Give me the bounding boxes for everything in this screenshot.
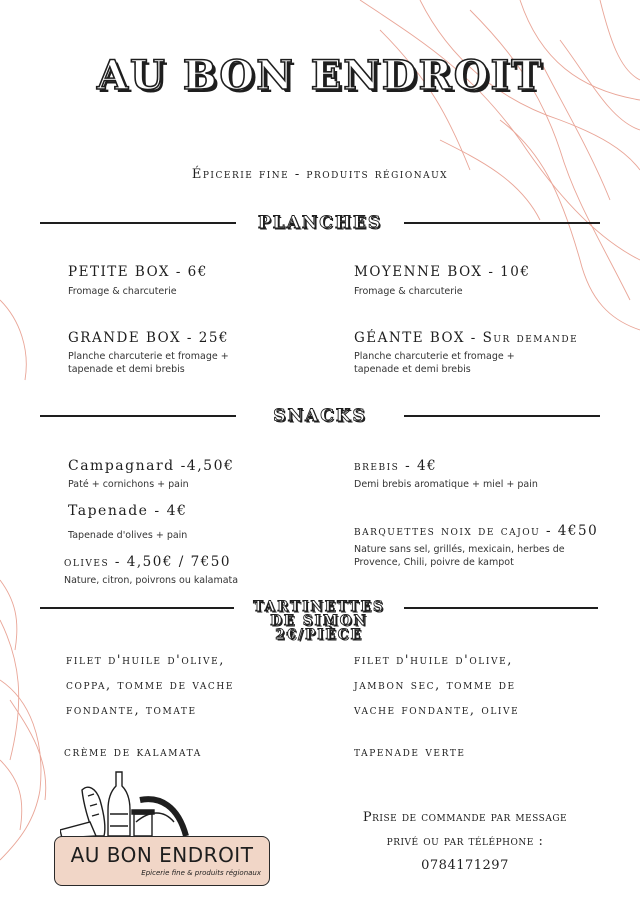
item-description: Fromage & charcuterie [68, 286, 177, 297]
section-divider-right [404, 415, 600, 417]
phone-number: 0784171297 [421, 858, 509, 873]
item-description: Planche charcuterie et fromage + tapenade et demi brebis [354, 351, 515, 375]
tartinette-extra: tapenade verte [354, 745, 466, 760]
tartinettes-heading-line: DE SIMON [270, 613, 368, 629]
section-divider-left [40, 607, 234, 609]
page-title: AU BON ENDROIT [96, 52, 544, 99]
order-info-line: privé ou par téléphone : [386, 834, 544, 849]
tartinettes-price: 2€/PIÈCE [275, 627, 363, 643]
section-title-snacks: SNACKS [273, 406, 367, 426]
section-title-tartinettes [234, 600, 404, 642]
item-description: Tapenade d'olives + pain [68, 530, 188, 541]
logo-tagline: Epicerie fine & produits régionaux [141, 869, 261, 877]
section-divider-left [40, 222, 236, 224]
item-title: PETITE BOX - 6€ [68, 264, 208, 280]
item-title: barquettes noix de cajou - 4€50 [354, 523, 599, 539]
tartinette-line: vache fondante, olive [354, 703, 520, 718]
page-subtitle: Épicerie fine - produits régionaux [191, 167, 449, 182]
tartinette-line: filet d'huile d'olive, [66, 653, 226, 668]
item-title: brebis - 4€ [354, 458, 438, 474]
item-description: Fromage & charcuterie [354, 286, 463, 297]
item-description: Planche charcuterie et fromage + tapenade et demi brebis [68, 351, 229, 375]
item-title: Campagnard -4,50€ [68, 458, 235, 474]
section-divider-right [404, 222, 600, 224]
grocery-illustration-icon [60, 770, 200, 840]
item-title: GÉANTE BOX - Sur demande [354, 330, 579, 346]
tartinette-line: coppa, tomme de vache [66, 678, 235, 693]
item-title: GRANDE BOX - 25€ [68, 330, 230, 346]
tartinettes-heading-line: TARTINETTES [253, 599, 385, 615]
item-description: Paté + cornichons + pain [68, 479, 189, 490]
order-info-line: Prise de commande par message [362, 810, 568, 825]
section-divider-right [404, 607, 598, 609]
tartinette-line: jambon sec, tomme de [354, 678, 516, 693]
tartinette-line: fondante, tomate [66, 703, 197, 718]
item-description: Nature sans sel, grillés, mexicain, herbes de Provence, Chili, poivre de kampot [354, 544, 565, 568]
tartinette-extra: crème de kalamata [64, 745, 202, 760]
logo-name: AU BON ENDROIT [70, 843, 254, 867]
section-divider-left [40, 415, 236, 417]
item-title: MOYENNE BOX - 10€ [354, 264, 531, 280]
item-description: Nature, citron, poivrons ou kalamata [64, 575, 239, 586]
section-title-planches: PLANCHES [257, 213, 383, 233]
item-description: Demi brebis aromatique + miel + pain [354, 479, 538, 490]
order-info [330, 806, 600, 878]
brand-logo [54, 836, 270, 886]
tartinette-right [354, 648, 519, 723]
item-title: olives - 4,50€ / 7€50 [64, 554, 231, 570]
tartinette-line: filet d'huile d'olive, [354, 653, 514, 668]
item-title: Tapenade - 4€ [68, 503, 188, 519]
tartinette-left [66, 648, 234, 723]
